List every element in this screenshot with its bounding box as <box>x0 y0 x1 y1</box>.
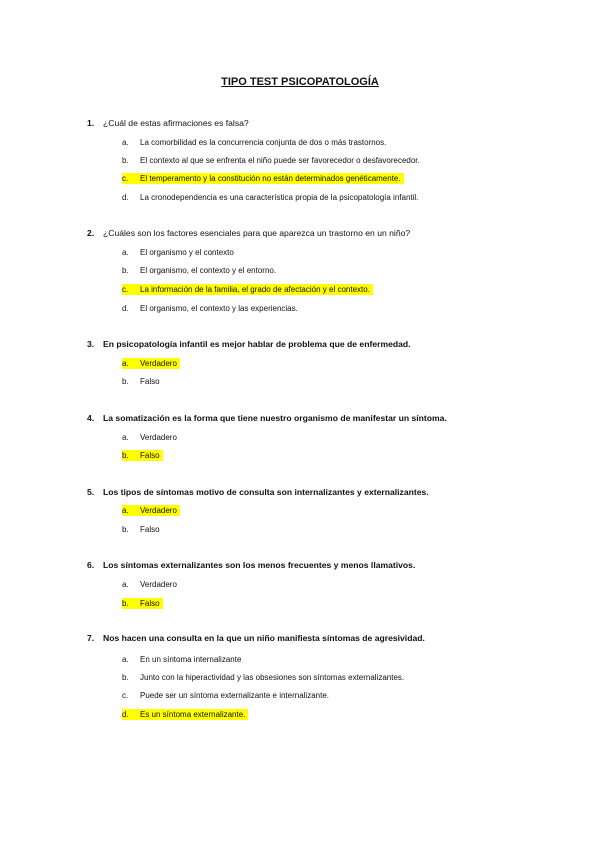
option-text: Falso <box>140 377 160 386</box>
option-1a <box>122 137 386 148</box>
option-letter: a. <box>122 580 129 589</box>
question-7 <box>87 633 425 644</box>
option-text: Junto con la hiperactividad y las obsesiones son síntomas externalizantes. <box>140 673 405 682</box>
question-5 <box>87 487 429 498</box>
option-text: El temperamento y la constitución no están determinados genéticamente. <box>140 174 401 183</box>
option-2b <box>122 265 276 276</box>
question-number: 6. <box>87 560 95 570</box>
question-number: 7. <box>87 633 95 643</box>
option-letter: a. <box>122 433 129 442</box>
option-text: Verdadero <box>140 506 177 515</box>
option-1d <box>122 192 418 203</box>
option-7b <box>122 672 404 683</box>
option-letter: b. <box>122 673 129 682</box>
option-letter: b. <box>122 451 129 460</box>
option-text: Es un síntoma externalizante. <box>140 710 246 719</box>
option-text: El organismo, el contexto y el entorno. <box>140 266 277 275</box>
option-2c-highlighted <box>122 284 373 295</box>
option-7a <box>122 654 241 665</box>
option-letter: b. <box>122 525 129 534</box>
option-text: Falso <box>140 451 160 460</box>
option-text: La comorbilidad es la concurrencia conjunta de dos o más trastornos. <box>140 138 387 147</box>
option-7c <box>122 690 329 701</box>
option-letter: d. <box>122 304 129 313</box>
option-text: El organismo y el contexto <box>140 248 234 257</box>
option-letter: b. <box>122 156 129 165</box>
option-letter: d. <box>122 710 129 719</box>
option-text: Puede ser un síntoma externalizante e internalizante. <box>140 691 330 700</box>
option-text: La información de la familia, el grado de afectación y el contexto. <box>140 285 370 294</box>
question-text: ¿Cuáles son los factores esenciales para que aparezca un trastorno en un niño? <box>103 228 411 238</box>
question-1 <box>87 118 249 129</box>
option-text: Verdadero <box>140 433 177 442</box>
option-text: La cronodependencia es una característica propia de la psicopatología infantil. <box>140 193 419 202</box>
option-5b <box>122 524 160 535</box>
option-letter: a. <box>122 655 129 664</box>
option-6b-highlighted <box>122 598 163 609</box>
question-number: 1. <box>87 118 95 128</box>
option-text: Verdadero <box>140 580 177 589</box>
question-4 <box>87 413 447 424</box>
option-letter: d. <box>122 193 129 202</box>
option-text: Verdadero <box>140 359 177 368</box>
question-text: En psicopatología infantil es mejor hablar de problema que de enfermedad. <box>103 339 411 349</box>
option-letter: c. <box>122 285 129 294</box>
option-text: Falso <box>140 525 160 534</box>
option-letter: a. <box>122 138 129 147</box>
question-text: Los tipos de síntomas motivo de consulta son internalizantes y externalizantes. <box>103 487 429 497</box>
question-text: ¿Cuál de estas afirmaciones es falsa? <box>103 118 249 128</box>
option-5a-highlighted <box>122 505 180 516</box>
question-3 <box>87 339 411 350</box>
question-text: Los síntomas externalizantes son los menos frecuentes y menos llamativos. <box>103 560 416 570</box>
option-text: En un síntoma internalizante <box>140 655 242 664</box>
option-4a <box>122 432 177 443</box>
option-letter: c. <box>122 174 129 183</box>
option-letter: c. <box>122 691 129 700</box>
question-text: La somatización es la forma que tiene nuestro organismo de manifestar un síntoma. <box>103 413 447 423</box>
option-letter: a. <box>122 359 129 368</box>
option-2a <box>122 247 234 258</box>
option-6a <box>122 579 177 590</box>
question-number: 3. <box>87 339 95 349</box>
question-text: Nos hacen una consulta en la que un niño manifiesta síntomas de agresividad. <box>103 633 425 643</box>
question-2 <box>87 228 410 239</box>
option-text: El organismo, el contexto y las experiencias. <box>140 304 298 313</box>
option-3a-highlighted <box>122 358 180 369</box>
option-text: Falso <box>140 599 160 608</box>
option-letter: a. <box>122 506 129 515</box>
question-number: 2. <box>87 228 95 238</box>
question-6 <box>87 560 415 571</box>
question-number: 4. <box>87 413 95 423</box>
option-4b-highlighted <box>122 450 163 461</box>
option-1b <box>122 155 420 166</box>
option-7d-highlighted <box>122 709 248 720</box>
option-1c-highlighted <box>122 173 404 184</box>
document-title: TIPO TEST PSICOPATOLOGÍA <box>221 76 379 88</box>
option-letter: b. <box>122 377 129 386</box>
option-letter: b. <box>122 266 129 275</box>
option-2d <box>122 303 298 314</box>
option-letter: b. <box>122 599 129 608</box>
option-text: El contexto al que se enfrenta el niño puede ser favorecedor o desfavorecedor. <box>140 156 420 165</box>
question-number: 5. <box>87 487 95 497</box>
option-letter: a. <box>122 248 129 257</box>
option-3b <box>122 376 160 387</box>
